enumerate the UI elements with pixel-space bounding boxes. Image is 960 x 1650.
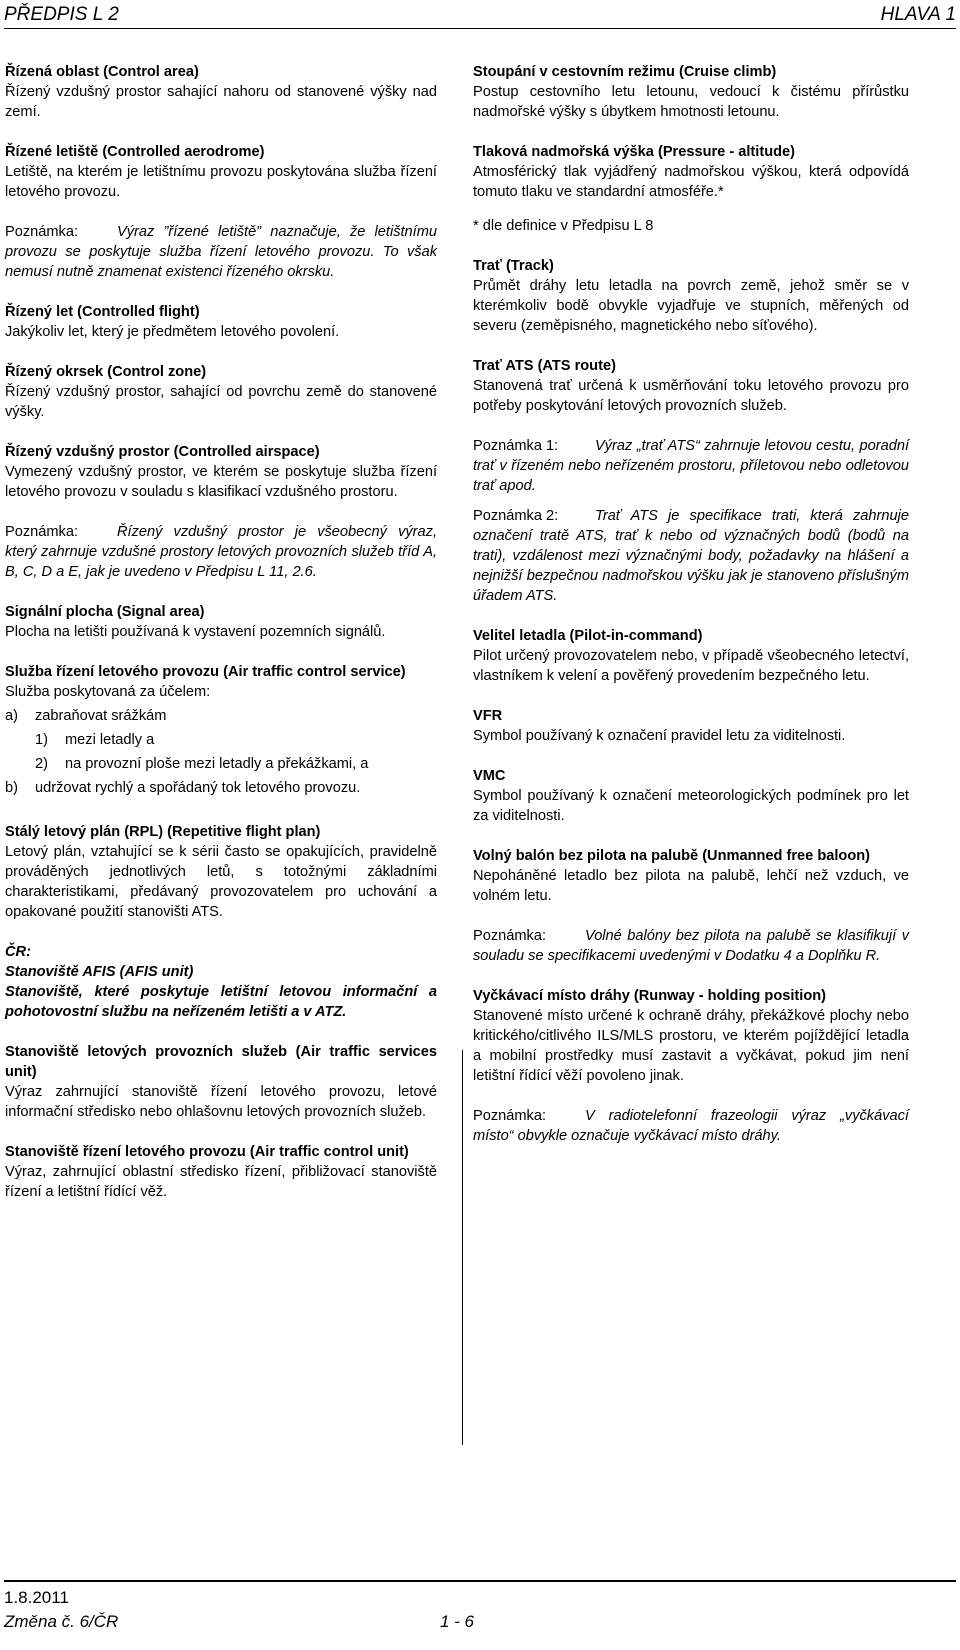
note-label: Poznámka:: [5, 524, 79, 540]
spacer: [5, 1122, 437, 1142]
spacer: [473, 1146, 909, 1166]
definition-entry: [5, 62, 437, 122]
list-marker: 1): [35, 732, 48, 748]
list-text: udržovat rychlý a spořádaný tok letového provozu.: [35, 780, 361, 796]
spacer: [473, 966, 909, 986]
definition-text: Průmět dráhy letu letadla na povrch země, jehož směr se v kterémkoliv bodě obvykle vyjadřuje ve stupních, měřených od severu (zeměpisného, magnetického nebo síťového).: [473, 278, 909, 334]
list-marker: b): [5, 780, 18, 796]
definition-term: Řízená oblast (Control area): [5, 64, 199, 80]
definition-entry: [473, 766, 909, 826]
definition-entry: [473, 256, 909, 336]
spacer: [473, 606, 909, 626]
footer-rule: [4, 1580, 956, 1582]
spacer: [473, 826, 909, 846]
list-marker: 2): [35, 756, 48, 772]
definition-text: Výraz zahrnující stanoviště řízení letového provozu, letové informační středisko nebo ohlašovnu letových provozních služeb.: [5, 1084, 437, 1120]
definition-text: Postup cestovního letu letounu, vedoucí k čistému přírůstku nadmořské výšky s úbytkem hmotnosti letounu.: [473, 84, 909, 120]
note-text: Výraz „trať ATS“ zahrnuje letovou cestu, poradní trať v řízeném nebo neřízeném prostoru, příletovou nebo odletovou trať apod.: [473, 438, 909, 494]
definition-entry: [5, 222, 437, 282]
spacer: [473, 1086, 909, 1106]
spacer: [5, 582, 437, 602]
list-item: [5, 730, 437, 750]
definition-entry: [473, 356, 909, 416]
definition-term: Trať ATS (ATS route): [473, 358, 616, 374]
definition-term: Signální plocha (Signal area): [5, 604, 205, 620]
footer-date: 1.8.2011: [4, 1588, 69, 1607]
list-text: mezi letadly a: [65, 732, 155, 748]
definition-entry: [473, 1106, 909, 1146]
definition-entry: [5, 662, 437, 798]
spacer: [473, 336, 909, 356]
definition-term: Řízené letiště (Controlled aerodrome): [5, 144, 265, 160]
cr-text: Stanoviště, které poskytuje letištní letovou informační a pohotovostní službu na neřízeném letišti a v ATZ.: [5, 984, 437, 1020]
definition-entry: [473, 626, 909, 686]
definition-entry: [473, 142, 909, 236]
spacer: [473, 746, 909, 766]
note-label: Poznámka 1:: [473, 438, 559, 454]
spacer: [473, 416, 909, 436]
spacer: [5, 342, 437, 362]
definition-text: Stanovené místo určené k ochraně dráhy, překážkové plochy nebo kritického/citlivého ILS/MLS prostoru, ve kterém pojíždějící letadla a mobilní prostředky musí zastavit a vyčkávat, pokud jim není letištní řídící věží povoleno jinak.: [473, 1008, 909, 1084]
definition-term: Volný balón bez pilota na palubě (Unmanned free baloon): [473, 848, 871, 864]
definition-list: [5, 706, 437, 798]
note-text: Volné balóny bez pilota na palubě se klasifikují v souladu se specifikacemi uvedenými v Dodatku 4 a Doplňku R.: [473, 928, 909, 964]
definition-text: Výraz, zahrnující oblastní středisko řízení, přibližovací stanoviště řízení a letištní řídící věž.: [5, 1164, 437, 1200]
left-column: [5, 62, 437, 1222]
definition-term: Stanoviště řízení letového provozu (Air traffic control unit): [5, 1144, 409, 1160]
right-column: [473, 62, 909, 1166]
spacer: [473, 496, 909, 506]
spacer: [5, 282, 437, 302]
spacer: [5, 422, 437, 442]
definition-entry: [473, 926, 909, 966]
definition-term: Stoupání v cestovním režimu (Cruise climb): [473, 64, 777, 80]
list-item: [5, 778, 437, 798]
definition-entry: [5, 302, 437, 342]
page-header: [4, 4, 956, 29]
footer-page: 1 - 6: [440, 1612, 475, 1631]
definition-term: Velitel letadla (Pilot-in-command): [473, 628, 703, 644]
definition-entry: [5, 442, 437, 502]
spacer: [5, 922, 437, 942]
definition-entry: [473, 706, 909, 746]
definition-entry: [5, 142, 437, 202]
definition-entry: [5, 822, 437, 922]
list-marker: a): [5, 708, 18, 724]
note-text: V radiotelefonní frazeologii výraz „vyčkávací místo“ obvykle označuje vyčkávací místo dráhy.: [473, 1108, 909, 1144]
note: [473, 1106, 909, 1146]
list-item: [5, 706, 437, 726]
spacer: [5, 642, 437, 662]
definition-term: Trať (Track): [473, 258, 554, 274]
definition-term: Stanoviště letových provozních služeb (Air traffic services unit): [5, 1044, 437, 1080]
definition-text: Symbol používaný k označení pravidel letu za viditelnosti.: [473, 728, 846, 744]
definition-term: VMC: [473, 768, 506, 784]
footnote: * dle definice v Předpisu L 8: [473, 218, 654, 234]
spacer: [5, 1022, 437, 1042]
note: [5, 222, 437, 282]
definition-term: Tlaková nadmořská výška (Pressure - altitude): [473, 144, 796, 160]
header-left: PŘEDPIS L 2: [4, 4, 119, 25]
spacer: [5, 202, 437, 222]
list-text: zabraňovat srážkám: [35, 708, 167, 724]
list-item: [5, 754, 437, 774]
cr-title: Stanoviště AFIS (AFIS unit): [5, 964, 194, 980]
definition-entry: [5, 522, 437, 582]
definition-term: VFR: [473, 708, 503, 724]
definition-term: Řízený okrsek (Control zone): [5, 364, 207, 380]
definition-text: Symbol používaný k označení meteorologických podmínek pro let za viditelnosti.: [473, 788, 909, 824]
definition-text: Služba poskytovaná za účelem:: [5, 684, 211, 700]
note-label: Poznámka:: [473, 928, 547, 944]
spacer: [5, 502, 437, 522]
spacer: [473, 906, 909, 926]
definition-term: Vyčkávací místo dráhy (Runway - holding position): [473, 988, 827, 1004]
definition-term: Stálý letový plán (RPL) (Repetitive flight plan): [5, 824, 321, 840]
note-text: Trať ATS je specifikace trati, která zahrnuje označení tratě ATS, trať k nebo od význačných bodů (bodů na trati), vzdálenost mezi význačnými body, požadavky na hlášení a nejnižší bezpečnou nadmořskou výšku jak je stanoveno příslušným úřadem ATS.: [473, 508, 909, 604]
definition-text: Stanovená trať určená k usměrňování toku letového provozu pro potřeby poskytování letových provozních služeb.: [473, 378, 909, 414]
definition-entry: [5, 942, 437, 1022]
spacer: [473, 122, 909, 142]
definition-text: Atmosférický tlak vyjádřený nadmořskou výškou, která odpovídá tomuto tlaku ve standardní atmosféře.*: [473, 164, 909, 200]
definition-text: Letiště, na kterém je letištnímu provozu poskytována služba řízení letového provozu.: [5, 164, 437, 200]
cr-label: ČR:: [5, 944, 31, 960]
note: [473, 436, 909, 496]
definition-text: Nepoháněné letadlo bez pilota na palubě, lehčí než vzduch, ve volném letu.: [473, 868, 909, 904]
definition-text: Vymezený vzdušný prostor, ve kterém se poskytuje služba řízení letového provozu v souladu s klasifikací vzdušného prostoru.: [5, 464, 437, 500]
spacer: [473, 236, 909, 256]
definition-entry: [473, 986, 909, 1086]
definition-term: Služba řízení letového provozu (Air traffic control service): [5, 664, 406, 680]
spacer: [5, 1202, 437, 1222]
note: [473, 926, 909, 966]
definition-text: Letový plán, vztahující se k sérii často se opakujících, pravidelně prováděných jednotlivých letů, s totožnými základními charakteristikami, předávaný provozovatelem pro uchování a opakované použití stanovišti ATS.: [5, 844, 437, 920]
note: [473, 506, 909, 606]
spacer: [5, 122, 437, 142]
definition-text: Řízený vzdušný prostor, sahající od povrchu země do stanovené výšky.: [5, 384, 437, 420]
footer-change: Změna č. 6/ČR: [4, 1612, 119, 1631]
definition-text: Plocha na letišti používaná k vystavení pozemních signálů.: [5, 624, 386, 640]
note-text: Řízený vzdušný prostor je všeobecný výraz, který zahrnuje vzdušné prostory letových provozních služeb tříd A, B, C, D a E, jak je uvedeno v Předpisu L 11, 2.6.: [5, 524, 437, 580]
definition-text: Řízený vzdušný prostor sahající nahoru od stanovené výšky nad zemí.: [5, 84, 437, 120]
note-text: Výraz ”řízené letiště” naznačuje, že letištnímu provozu se poskytuje služba řízení letového provozu. To však nemusí nutně znamenat existenci řízeného okrsku.: [5, 224, 437, 280]
list-text: na provozní ploše mezi letadly a překážkami, a: [65, 756, 369, 772]
note-label: Poznámka 2:: [473, 508, 559, 524]
definition-term: Řízený let (Controlled flight): [5, 304, 200, 320]
note-label: Poznámka:: [473, 1108, 547, 1124]
note-label: Poznámka:: [5, 224, 79, 240]
note: [5, 522, 437, 582]
definition-term: Řízený vzdušný prostor (Controlled airspace): [5, 444, 320, 460]
definition-entry: [473, 62, 909, 122]
definition-entry: [473, 846, 909, 906]
definition-entry: [473, 506, 909, 606]
definition-text: Jakýkoliv let, který je předmětem letového povolení.: [5, 324, 340, 340]
definition-entry: [5, 362, 437, 422]
spacer: [5, 802, 437, 822]
change-bar: [462, 1050, 463, 1445]
definition-text: Pilot určený provozovatelem nebo, v případě všeobecného letectví, vlastníkem k velení a pověřený provedením bezpečného letu.: [473, 648, 909, 684]
definition-entry: [5, 1042, 437, 1122]
definition-entry: [5, 1142, 437, 1202]
spacer: [473, 686, 909, 706]
definition-entry: [473, 436, 909, 496]
definition-entry: [5, 602, 437, 642]
header-right: HLAVA 1: [880, 4, 956, 25]
